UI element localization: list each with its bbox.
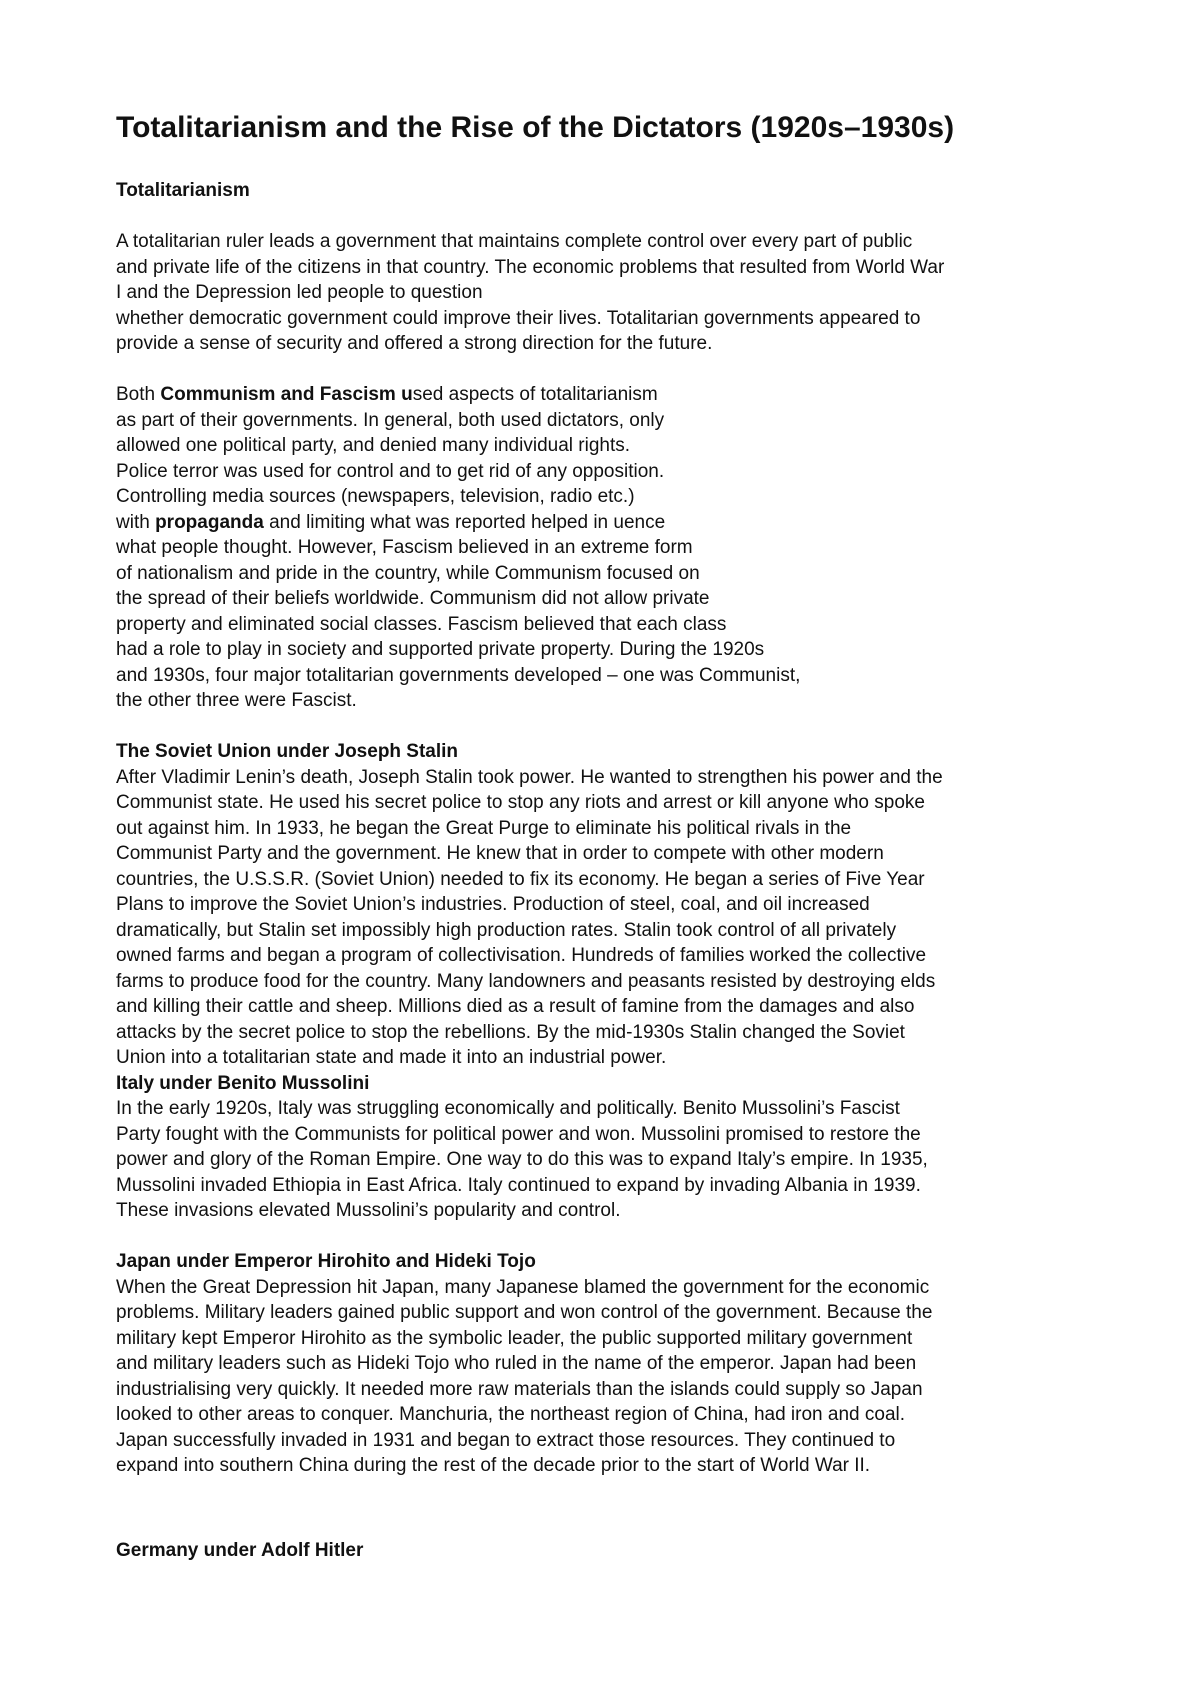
spacer <box>116 1513 1116 1539</box>
document-title: Totalitarianism and the Rise of the Dictators (1920s–1930s) <box>116 111 955 144</box>
text-run: and limiting what was reported helped in uence what people thought. However, Fascism believed in an extreme form of nationalism and pride in the country, while Communism focused on the spread of their beliefs worldwide. Communism did not allow private property and eliminated social classes. Fascism believed that each class had a role to play in society and supported private property. During the 1920s and 1930s, four major totalitarian governments developed – one was Communist, the other three were Fascist. <box>116 511 801 711</box>
spacer <box>116 714 1116 740</box>
heading-totalitarianism: Totalitarianism <box>116 180 250 201</box>
document-page <box>116 110 1116 1564</box>
heading-japan: Japan under Emperor Hirohito and Hideki Tojo <box>116 1251 536 1272</box>
text-run: sed aspects of totalitarianism as part of their governments. In general, both used dictators, only allowed one political party, and denied many individual rights. Police terror was used for control and to get rid of any opposition. Controlling media sources (newspapers, television, radio etc.) with <box>116 384 665 533</box>
japan-paragraph: When the Great Depression hit Japan, many Japanese blamed the government for the economic problems. Military leaders gained public support and won control of the government. Because the military kept Emperor Hirohito as the symbolic leader, the public supported military government and military leaders such as Hideki Tojo who ruled in the name of the emperor. Japan had been industrialising very quickly. It needed more raw materials than the islands could supply so Japan looked to other areas to conquer. Manchuria, the northeast region of China, had iron and coal. Japan successfully invaded in 1931 and began to extract those resources. They continued to expand into southern China during the rest of the decade prior to the start of World War II. <box>116 1276 933 1476</box>
spacer <box>116 204 1116 230</box>
heading-germany: Germany under Adolf Hitler <box>116 1540 364 1561</box>
spacer <box>116 1479 1116 1513</box>
spacer <box>116 357 1116 383</box>
communism-fascism-paragraph <box>116 382 1116 714</box>
bold-term-propaganda: propaganda <box>155 511 264 533</box>
italy-paragraph: In the early 1920s, Italy was struggling economically and politically. Benito Mussolini’s Fascist Party fought with the Communists for political power and won. Mussolini promised to restore the power and glory of the Roman Empire. One way to do this was to expand Italy’s empire. In 1935, Mussolini invaded Ethiopia in East Africa. Italy continued to expand by invading Albania in 1939. These invasions elevated Mussolini’s popularity and control. <box>116 1098 928 1221</box>
bold-term-communism-fascism: Communism and Fascism u <box>160 384 413 405</box>
heading-italy: Italy under Benito Mussolini <box>116 1072 370 1094</box>
soviet-paragraph: After Vladimir Lenin’s death, Joseph Stalin took power. He wanted to strengthen his power and the Communist state. He used his secret police to stop any riots and arrest or kill anyone who spoke out against him. In 1933, he began the Great Purge to eliminate his political rivals in the Communist Party and the government. He knew that in order to compete with other modern countries, the U.S.S.R. (Soviet Union) needed to fix its economy. He began a series of Five Year Plans to improve the Soviet Union’s industries. Production of steel, coal, and oil increased dramatically, but Stalin set impossibly high production rates. Stalin took control of all privately owned farms and began a program of collectivisation. Hundreds of families worked the collective farms to produce food for the country. Many landowners and peasants resisted by destroying elds and killing their cattle and sheep. Millions died as a result of famine from the damages and also attacks by the secret police to stop the rebellions. By the mid-1930s Stalin changed the Soviet Union into a totalitarian state and made it into an industrial power. <box>116 766 943 1068</box>
text-run: Both <box>116 384 161 405</box>
intro-paragraph: A totalitarian ruler leads a government that maintains complete control over every part of public and private life of the citizens in that country. The economic problems that resulted from World War I and the Depression led people to question whether democratic government could improve their lives. Totalitarian governments appeared to provide a sense of security and offered a strong direction for the future. <box>116 231 945 354</box>
heading-soviet-union: The Soviet Union under Joseph Stalin <box>116 741 459 762</box>
spacer <box>116 1224 1116 1250</box>
